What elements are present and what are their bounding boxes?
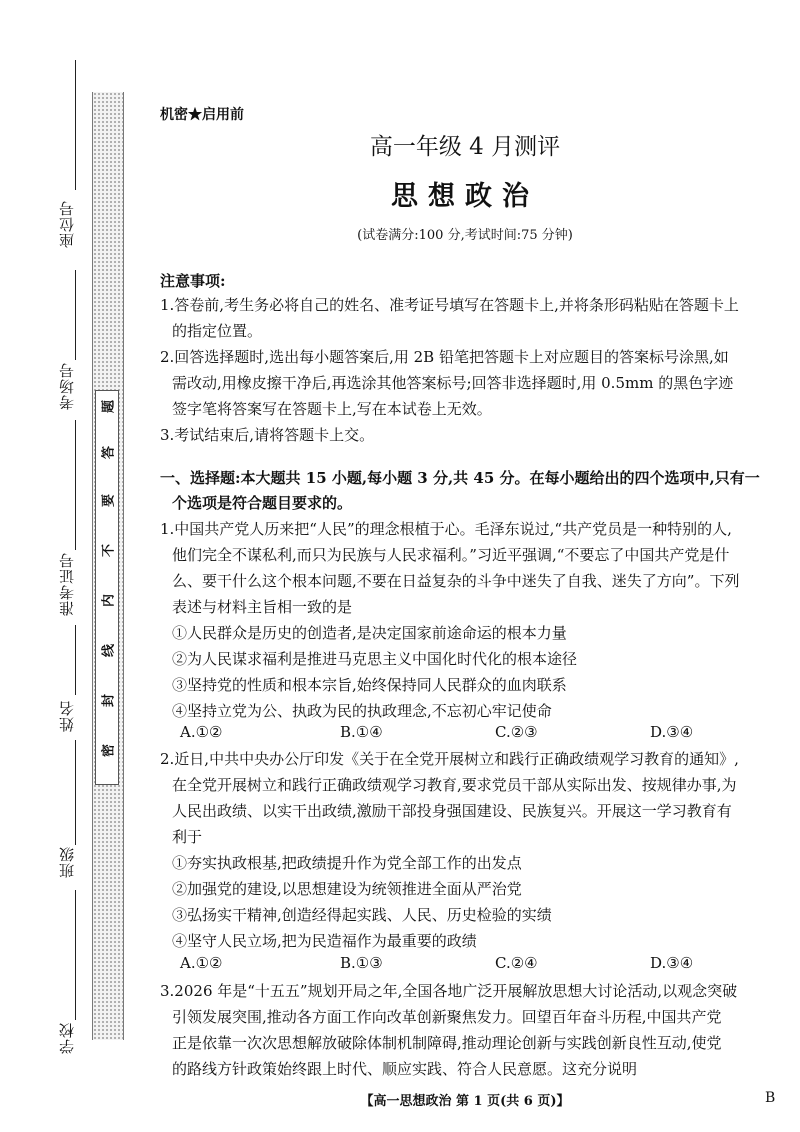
section-heading: 一、选择题:本大题共 15 小题,每小题 3 分,共 45 分。在每小题给出的四个选项中,只有一 [160, 469, 760, 487]
seal-char: 要 [101, 494, 117, 508]
option-d: D.③④ [650, 723, 694, 741]
seal-char: 线 [101, 644, 117, 658]
question-3-stem: 引领发展突围,推动各方面工作向改革创新聚焦发力。回望百年奋斗历程,中国共产党 [172, 1008, 722, 1026]
question-2-stem: 人民出政绩、以实干出政绩,激励干部投身强国建设、民族复兴。开展这一学习教育有 [172, 802, 732, 820]
class-label: 班级 [58, 846, 76, 878]
question-1-stem: 他们完全不谋私利,而只为民族与人民求福利。”习近平强调,“不要忘了中国共产党是什 [172, 546, 730, 564]
exam-title: 高一年级 4 月测评 [369, 134, 561, 160]
option-c: C.②④ [495, 954, 538, 972]
question-2-item: ③弘扬实干精神,创造经得起实践、人民、历史检验的实绩 [172, 906, 552, 924]
question-1-item: ③坚持党的性质和根本宗旨,始终保持同人民群众的血肉联系 [172, 676, 567, 694]
question-2-stem: 在全党开展树立和践行正确政绩观学习教育,要求党员干部从实际出发、按规律办事,为 [172, 776, 737, 794]
question-1-stem: 么、要干什么这个根本问题,不要在日益复杂的斗争中迷失了自我、迷失了方向”。下列 [172, 572, 740, 590]
admission-number-line [75, 420, 76, 550]
question-1-item: ②为人民谋求福利是推进马克思主义中国化时代化的根本途径 [172, 650, 578, 668]
subject-title: 思想政治 [391, 181, 539, 212]
confidential-mark: 机密★启用前 [160, 107, 244, 123]
notice-line: 3.考试结束后,请将答题卡上交。 [160, 426, 375, 444]
question-2-stem: 2.近日,中共中央办公厅印发《关于在全党开展树立和践行正确政绩观学习教育的通知》, [160, 750, 739, 768]
binding-margin [0, 0, 125, 1132]
room-number-line [75, 270, 76, 360]
notice-heading: 注意事项: [160, 272, 226, 290]
option-b: B.①③ [340, 954, 383, 972]
notice-line: 的指定位置。 [172, 322, 263, 340]
seal-char: 内 [101, 594, 117, 608]
section-heading: 个选项是符合题目要求的。 [172, 494, 353, 512]
name-line [75, 625, 76, 695]
seal-char: 封 [101, 694, 117, 708]
notice-line: 2.回答选择题时,选出每小题答案后,用 2B 铅笔把答题卡上对应题目的答案标号涂黑,如 [160, 348, 729, 366]
seal-char: 题 [101, 400, 117, 414]
notice-line: 签字笔将答案写在答题卡上,写在本试卷上无效。 [172, 400, 492, 418]
option-d: D.③④ [650, 954, 694, 972]
page-footer: 【高一思想政治 第 1 页(共 6 页)】 [360, 1094, 570, 1109]
option-b: B.①④ [340, 723, 383, 741]
class-line [75, 740, 76, 845]
room-number-label: 考场号 [58, 362, 76, 410]
question-1-item: ④坚持立党为公、执政为民的执政理念,不忘初心牢记使命 [172, 702, 552, 720]
seat-number-label: 座位号 [58, 200, 76, 248]
school-line [75, 890, 76, 1020]
question-3-stem: 正是依靠一次次思想解放破除体制机制障碍,推动理论创新与实践创新良性互动,使党 [172, 1034, 722, 1052]
option-a: A.①② [180, 723, 223, 741]
notice-line: 需改动,用橡皮擦干净后,再选涂其他答案标号;回答非选择题时,用 0.5mm 的黑色字迹 [172, 374, 734, 392]
paper-version: B [765, 1090, 776, 1106]
seal-char: 密 [101, 744, 117, 758]
question-2-stem: 利于 [172, 828, 203, 846]
question-1-item: ①人民群众是历史的创造者,是决定国家前途命运的根本力量 [172, 624, 567, 642]
question-2-item: ②加强党的建设,以思想建设为统领推进全面从严治党 [172, 880, 522, 898]
admission-number-label: 准考证号 [58, 552, 76, 616]
name-label: 姓名 [58, 700, 76, 732]
score-time-info: (试卷满分:100 分,考试时间:75 分钟) [357, 228, 573, 243]
question-1-stem: 表述与材料主旨相一致的是 [172, 598, 353, 616]
question-3-stem: 的路线方针政策始终跟上时代、顺应实践、符合人民意愿。这充分说明 [172, 1060, 638, 1078]
option-c: C.②③ [495, 723, 538, 741]
notice-line: 1.答卷前,考生务必将自己的姓名、准考证号填写在答题卡上,并将条形码粘贴在答题卡上 [160, 296, 739, 314]
question-2-item: ④坚守人民立场,把为民造福作为最重要的政绩 [172, 932, 477, 950]
question-1-stem: 1.中国共产党人历来把“人民”的理念根植于心。毛泽东说过,“共产党员是一种特别的人, [160, 520, 732, 538]
school-label: 学校 [58, 1022, 76, 1054]
seal-notice-box [95, 390, 119, 785]
seal-char: 不 [101, 544, 117, 558]
question-3-stem: 3.2026 年是“十五五”规划开局之年,全国各地广泛开展解放思想大讨论活动,以观念突破 [160, 982, 738, 1000]
question-2-item: ①夯实执政根基,把政绩提升作为党全部工作的出发点 [172, 854, 522, 872]
seal-char: 答 [101, 446, 117, 460]
seat-number-line [75, 60, 76, 190]
option-a: A.①② [180, 954, 223, 972]
